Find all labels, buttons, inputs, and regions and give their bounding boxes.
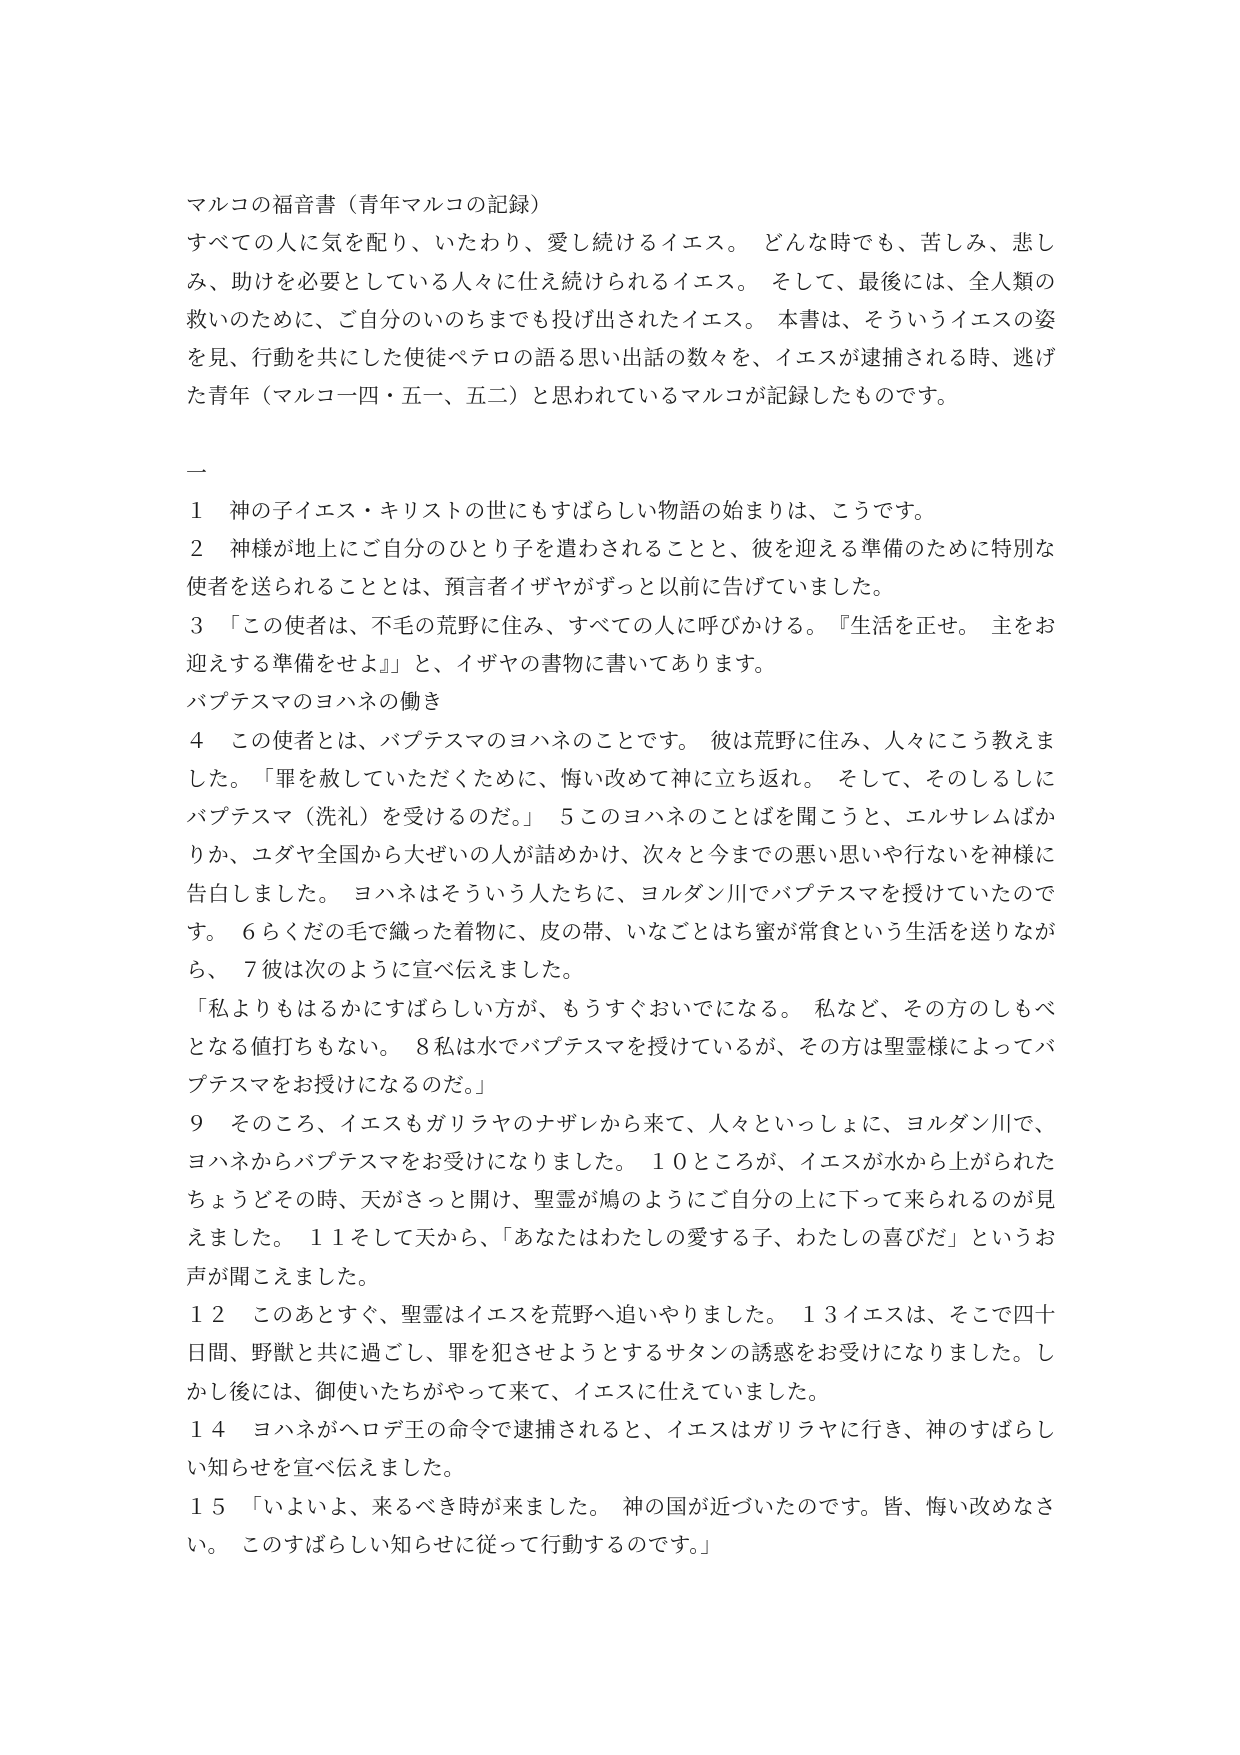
verse-paragraph: １ 神の子イエス・キリストの世にもすばらしい物語の始まりは、こうです。 <box>186 498 936 523</box>
section-heading: バプテスマのヨハネの働き <box>186 690 443 715</box>
document-page <box>186 186 1056 1564</box>
verse-paragraph: 「私よりもはるかにすばらしい方が、もうすぐおいでになる。 私など、その方のしもべとなる値打ちもない。 ８私は水でバプテスマを授けているが、その方は聖霊様によってバプテスマをお授けになるのだ。」 <box>186 996 1056 1098</box>
verse-paragraph: ９ そのころ、イエスもガリラヤのナザレから来て、人々といっしょに、ヨルダン川で、ヨハネからバプテスマをお受けになりました。 １０ところが、イエスが水から上がられたちょうどその時、天がさっと開け、聖霊が鳩のようにご自分の上に下って来られるのが見えました。 １１そして天から、「あなたはわたしの愛する子、わたしの喜びだ」というお声が聞こえました。 <box>186 1111 1057 1289</box>
verse-paragraph: ３ 「この使者は、不毛の荒野に住み、すべての人に呼びかける。 『生活を正せ。 主をお迎えする準備をせよ』」と、イザヤの書物に書いてあります。 <box>186 613 1056 676</box>
chapter-number: 一 <box>186 460 208 485</box>
verse-paragraph: １５ 「いよいよ、来るべき時が来ました。 神の国が近づいたのです。皆、悔い改めなさい。 このすばらしい知らせに従って行動するのです。」 <box>186 1494 1056 1557</box>
verse-paragraph: ２ 神様が地上にご自分のひとり子を遣わされることと、彼を迎える準備のために特別な使者を送られることとは、預言者イザヤがずっと以前に告げていました。 <box>186 537 1056 600</box>
verse-paragraph: １４ ヨハネがヘロデ王の命令で逮捕されると、イエスはガリラヤに行き、神のすばらしい知らせを宣べ伝えました。 <box>186 1417 1056 1481</box>
verse-paragraph: １２ このあとすぐ、聖霊はイエスを荒野へ追いやりました。 １３イエスは、そこで四十日間、野獣と共に過ごし、罪を犯させようとするサタンの誘惑をお受けになりました。しかし後には、御使いたちがやって来て、イエスに仕えていました。 <box>186 1303 1056 1404</box>
intro-paragraph: すべての人に気を配り、いたわり、愛し続けるイエス。 どんな時でも、苦しみ、悲しみ、助けを必要としている人々に仕え続けられるイエス。 そして、最後には、全人類の救いのために、ご自分のいのちまでも投げ出されたイエス。 本書は、そういうイエスの姿を見、行動を共にした使徒ペテロの語る思い出話の数々を、イエスが逮捕される時、逃げた青年（マルコ一四・五一、五二）と思われているマルコが記録したものです。 <box>186 231 1057 409</box>
document-title: マルコの福音書（青年マルコの記録） <box>186 193 552 217</box>
blank-line <box>186 416 1056 454</box>
verse-paragraph: ４ この使者とは、バプテスマのヨハネのことです。 彼は荒野に住み、人々にこう教えました。 「罪を赦していただくために、悔い改めて神に立ち返れ。 そして、そのしるしにバプテスマ（洗礼）を受けるのだ。」 ５このヨハネのことばを聞こうと、エルサレムばかりか、ユダヤ全国から大ぜいの人が詰めかけ、次々と今までの悪い思いや行ないを神様に告白しました。 ヨハネはそういう人たちに、ヨルダン川でバプテスマを授けていたのです。 ６らくだの毛で織った着物に、皮の帯、いなごとはち蜜が常食という生活を送りながら、 ７彼は次のように宣べ伝えました。 <box>186 728 1056 983</box>
